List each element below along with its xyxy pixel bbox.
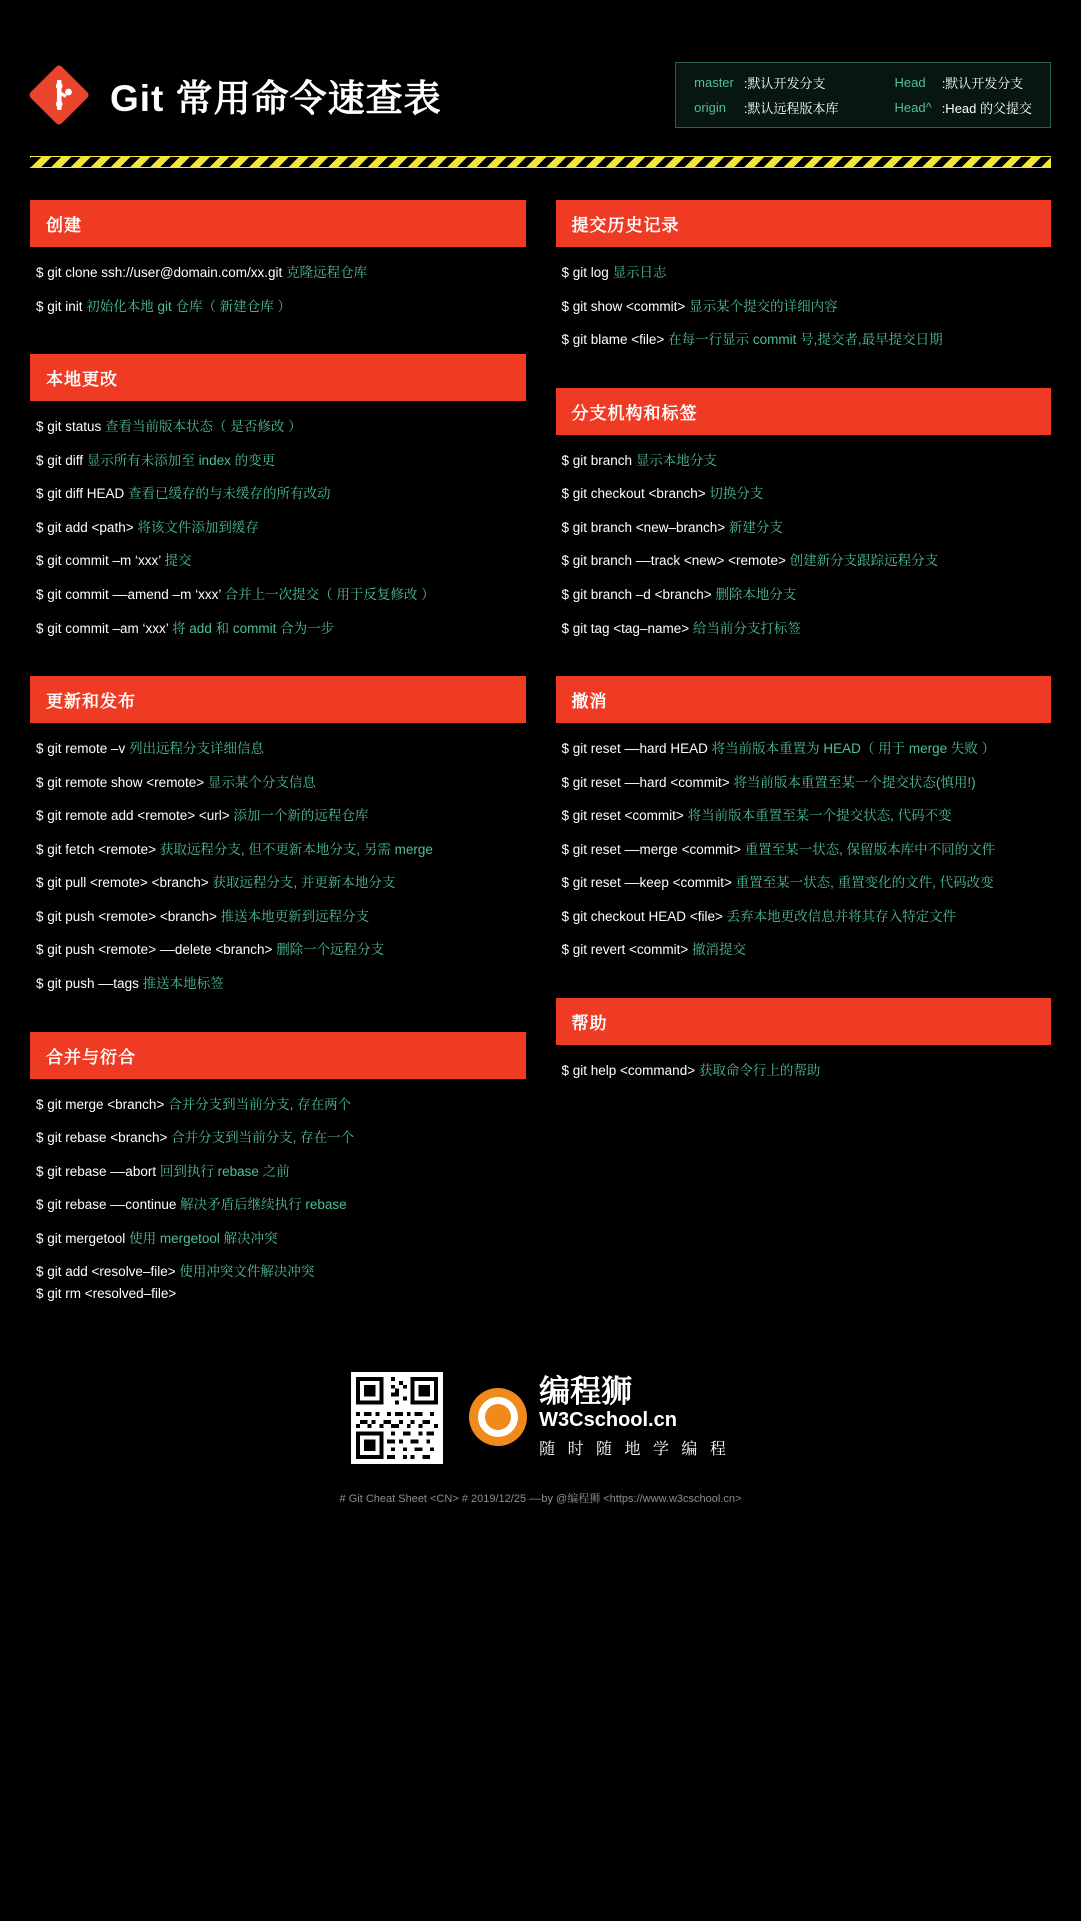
- brand-name-cn: 编程狮: [539, 1373, 633, 1409]
- command-row: [36, 1095, 520, 1115]
- command-desc: 合并分支到当前分支, 存在两个: [168, 1096, 352, 1112]
- command-desc: 将当前版本重置至某一个提交状态, 代码不变: [687, 808, 952, 824]
- command-row: [562, 840, 1046, 860]
- command-row: [562, 484, 1046, 504]
- command-text: $ git status: [36, 419, 102, 435]
- command-desc: 初始化本地 git 仓库（ 新建仓库 ）: [86, 298, 292, 314]
- section-title-help: 帮助: [556, 998, 1052, 1045]
- command-desc: 使用 mergetool 解决冲突: [129, 1230, 278, 1246]
- section-local-changes: [30, 354, 526, 638]
- command-desc: 查看当前版本状态（ 是否修改 ）: [105, 419, 302, 435]
- command-text: $ git fetch <remote>: [36, 841, 157, 857]
- w3cschool-lion-logo-icon: [469, 1388, 527, 1446]
- command-desc: 删除本地分支: [715, 586, 797, 602]
- command-row: [36, 1162, 520, 1182]
- command-list-undo: [556, 723, 1052, 960]
- command-row: [562, 263, 1046, 283]
- command-text: $ git revert <commit>: [561, 942, 689, 958]
- command-text: $ git rebase ––abort: [36, 1163, 157, 1179]
- legend-key-head-parent: Head^: [894, 100, 932, 115]
- command-row: [36, 1195, 520, 1215]
- command-text: $ git commit ––amend –m ‘xxx’: [36, 586, 221, 602]
- command-row: [562, 551, 1046, 571]
- command-desc: 显示某个提交的详细内容: [689, 298, 838, 314]
- command-row: [36, 1262, 520, 1282]
- w3cschool-brand: [469, 1373, 730, 1460]
- command-desc: 将当前版本重置为 HEAD（ 用于 merge 失败 ）: [711, 741, 996, 757]
- footer-branding: [0, 1372, 1081, 1464]
- command-row: [36, 940, 520, 960]
- command-text: $ git branch –d <branch>: [561, 586, 712, 602]
- command-list-merge-rebase: [30, 1079, 526, 1304]
- command-row: [36, 974, 520, 994]
- command-text: $ git mergetool: [36, 1230, 126, 1246]
- command-desc: 合并分支到当前分支, 存在一个: [171, 1130, 355, 1146]
- command-list-create: [30, 247, 526, 316]
- command-row: [562, 518, 1046, 538]
- command-row: [36, 840, 520, 860]
- hazard-divider: [30, 156, 1051, 168]
- command-desc: 显示某个分支信息: [207, 774, 316, 790]
- command-desc: 使用冲突文件解决冲突: [179, 1264, 315, 1280]
- command-desc: 提交: [164, 553, 192, 569]
- command-text: $ git rm <resolved–file>: [36, 1285, 177, 1301]
- command-row: [562, 806, 1046, 826]
- command-desc: 获取命令行上的帮助: [698, 1063, 821, 1078]
- command-desc: 将 add 和 commit 合为一步: [172, 620, 335, 636]
- command-text: $ git commit –m ‘xxx’: [36, 553, 161, 569]
- command-list-local-changes: [30, 401, 526, 638]
- section-title-create: 创建: [30, 200, 526, 247]
- command-text: $ git branch ––track <new> <remote>: [561, 553, 786, 569]
- section-merge-rebase: [30, 1032, 526, 1304]
- command-row: [36, 873, 520, 893]
- command-row: [562, 773, 1046, 793]
- command-row: [562, 1061, 1046, 1081]
- legend-value-head: :默认开发分支: [941, 76, 1024, 91]
- command-row: [36, 806, 520, 826]
- command-row: [36, 619, 520, 639]
- left-column: [30, 200, 526, 1342]
- command-desc: 合并上一次提交（ 用于反复修改 ）: [224, 586, 435, 602]
- command-text: $ git blame <file>: [561, 332, 665, 348]
- section-title-undo: 撤消: [556, 676, 1052, 723]
- command-row: [562, 739, 1046, 759]
- command-desc: 列出远程分支详细信息: [129, 741, 265, 757]
- legend-value-origin: :默认远程版本库: [743, 101, 839, 116]
- command-row: [36, 773, 520, 793]
- legend-key-head: Head: [894, 75, 926, 90]
- git-glyph: [30, 66, 88, 124]
- qr-code-icon: [351, 1372, 443, 1464]
- command-row: [36, 1284, 520, 1304]
- legend-key-master: master: [694, 75, 734, 90]
- command-desc: 删除一个远程分支: [276, 942, 385, 958]
- command-text: $ git rebase ––continue: [36, 1197, 177, 1213]
- command-text: $ git push <remote> <branch>: [36, 908, 217, 924]
- legend-box: [675, 62, 1051, 128]
- command-desc: 获取远程分支, 但不更新本地分支, 另需 merge: [159, 841, 433, 857]
- command-desc: 推送本地标签: [142, 976, 224, 991]
- command-desc: 切换分支: [709, 486, 764, 502]
- command-text: $ git show <commit>: [561, 298, 686, 314]
- command-text: $ git push <remote> ––delete <branch>: [36, 942, 273, 958]
- command-text: $ git remote add <remote> <url>: [36, 808, 230, 824]
- command-desc: 克隆远程仓库: [286, 265, 368, 280]
- command-row: [562, 940, 1046, 960]
- command-row: [562, 873, 1046, 893]
- command-desc: 丢弃本地更改信息并将其存入特定文件: [726, 908, 957, 924]
- command-row: [36, 263, 520, 283]
- command-text: $ git reset ––merge <commit>: [561, 841, 741, 857]
- command-text: $ git pull <remote> <branch>: [36, 875, 209, 891]
- command-text: $ git tag <tag–name>: [561, 620, 690, 636]
- command-desc: 获取远程分支, 并更新本地分支: [212, 875, 396, 891]
- command-desc: 添加一个新的远程仓库: [233, 808, 369, 824]
- legend-key-origin: origin: [694, 100, 726, 115]
- command-desc: 回到执行 rebase 之前: [159, 1163, 290, 1179]
- section-title-commit-history: 提交历史记录: [556, 200, 1052, 247]
- section-create: [30, 200, 526, 316]
- brand-name-en: W3Cschool.cn: [539, 1409, 677, 1432]
- command-row: [562, 585, 1046, 605]
- section-title-update-publish: 更新和发布: [30, 676, 526, 723]
- section-title-merge-rebase: 合并与衍合: [30, 1032, 526, 1079]
- command-text: $ git commit –am ‘xxx’: [36, 620, 169, 636]
- command-row: [36, 417, 520, 437]
- section-commit-history: [556, 200, 1052, 350]
- page-header: [0, 0, 1081, 128]
- command-desc: 显示所有未添加至 index 的变更: [86, 452, 276, 468]
- brand-text-block: [539, 1373, 730, 1460]
- section-help: [556, 998, 1052, 1081]
- git-diamond-logo-icon: [30, 66, 88, 124]
- command-desc: 显示本地分支: [635, 452, 717, 468]
- command-desc: 撤消提交: [692, 942, 747, 958]
- command-desc: 将当前版本重置至某一个提交状态(慎用!): [733, 774, 976, 790]
- command-row: [562, 907, 1046, 927]
- command-text: $ git help <command>: [561, 1063, 696, 1078]
- legend-value-head-parent: :Head 的父提交: [941, 101, 1032, 116]
- command-row: [36, 1128, 520, 1148]
- command-row: [36, 451, 520, 471]
- command-row: [562, 297, 1046, 317]
- page-title: Git 常用命令速查表: [110, 78, 442, 119]
- footer-note: # Git Cheat Sheet <CN> # 2019/12/25 ––by @编程狮 <https://www.w3cschool.cn>: [339, 1492, 742, 1505]
- command-list-help: [556, 1045, 1052, 1081]
- command-desc: 重置至某一状态, 重置变化的文件, 代码改变: [735, 875, 994, 891]
- command-desc: 给当前分支打标签: [692, 620, 801, 636]
- section-update-publish: [30, 676, 526, 994]
- command-row: [562, 451, 1046, 471]
- command-row: [36, 739, 520, 759]
- command-row: [36, 518, 520, 538]
- command-desc: 重置至某一状态, 保留版本库中不同的文件: [744, 841, 996, 857]
- legend-value-master: :默认开发分支: [743, 76, 826, 91]
- command-text: $ git add <path>: [36, 519, 134, 535]
- command-text: $ git reset ––hard HEAD: [561, 741, 708, 757]
- command-list-commit-history: [556, 247, 1052, 350]
- command-desc: 将该文件添加到缓存: [137, 519, 259, 535]
- command-desc: 推送本地更新到远程分支: [220, 908, 370, 924]
- command-text: $ git merge <branch>: [36, 1096, 165, 1112]
- section-title-local-changes: 本地更改: [30, 354, 526, 401]
- command-text: $ git remote show <remote>: [36, 774, 205, 790]
- command-text: $ git reset ––hard <commit>: [561, 774, 730, 790]
- command-row: [562, 330, 1046, 350]
- command-row: [36, 551, 520, 571]
- command-list-branches-tags: [556, 435, 1052, 638]
- command-row: [36, 1229, 520, 1249]
- command-list-update-publish: [30, 723, 526, 994]
- brand-slogan: 随 时 随 地 学 编 程: [539, 1441, 730, 1459]
- sections-grid: [0, 200, 1081, 1342]
- command-text: $ git reset <commit>: [561, 808, 684, 824]
- command-row: [36, 585, 520, 605]
- command-text: $ git reset ––keep <commit>: [561, 875, 732, 891]
- command-text: $ git log: [561, 265, 609, 280]
- command-desc: 创建新分支跟踪远程分支: [789, 553, 939, 569]
- command-desc: 解决矛盾后继续执行 rebase: [180, 1197, 347, 1213]
- command-text: $ git clone ssh://user@domain.com/xx.git: [36, 265, 283, 280]
- command-desc: 查看已缓存的与未缓存的所有改动: [128, 486, 331, 502]
- command-desc: 新建分支: [728, 519, 783, 535]
- command-row: [562, 619, 1046, 639]
- command-text: $ git branch <new–branch>: [561, 519, 726, 535]
- command-text: $ git init: [36, 298, 83, 314]
- command-text: $ git push ––tags: [36, 976, 139, 991]
- command-row: [36, 484, 520, 504]
- command-row: [36, 907, 520, 927]
- command-text: $ git checkout HEAD <file>: [561, 908, 723, 924]
- command-text: $ git checkout <branch>: [561, 486, 706, 502]
- section-title-branches-tags: 分支机构和标签: [556, 388, 1052, 435]
- command-text: $ git branch: [561, 452, 633, 468]
- command-text: $ git diff HEAD: [36, 486, 125, 502]
- command-text: $ git add <resolve–file>: [36, 1264, 176, 1280]
- right-column: [556, 200, 1052, 1119]
- command-text: $ git diff: [36, 452, 84, 468]
- section-undo: [556, 676, 1052, 960]
- command-text: $ git remote –v: [36, 741, 126, 757]
- command-desc: 显示日志: [612, 265, 667, 280]
- command-desc: 在每一行显示 commit 号,提交者,最早提交日期: [668, 332, 943, 348]
- section-branches-tags: [556, 388, 1052, 638]
- command-row: [36, 297, 520, 317]
- command-text: $ git rebase <branch>: [36, 1130, 168, 1146]
